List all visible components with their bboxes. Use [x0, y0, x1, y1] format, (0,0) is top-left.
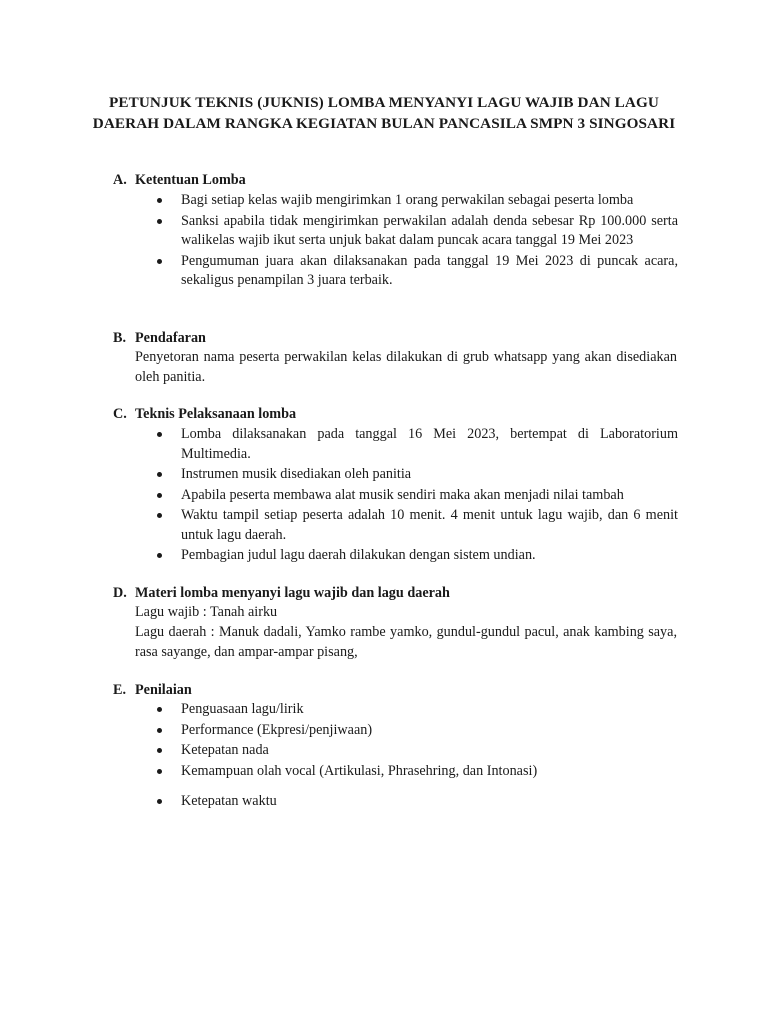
list-item — [0, 546, 768, 566]
section-a-letter: A. — [113, 172, 127, 188]
list-item-text: Bagi setiap kelas wajib mengirimkan 1 orang perwakilan sebagai peserta lomba — [181, 192, 634, 208]
section-a-title: Ketentuan Lomba — [135, 172, 246, 188]
section-d-title: Materi lomba menyanyi lagu wajib dan lagu daerah — [135, 585, 450, 601]
section-b-heading — [113, 329, 206, 349]
list-item-text: Pembagian judul lagu daerah dilakukan dengan sistem undian. — [181, 547, 536, 563]
list-item-text: Apabila peserta membawa alat musik sendiri maka akan menjadi nilai tambah — [181, 486, 624, 503]
bullet-icon — [157, 259, 162, 264]
title-line-2: DAERAH DALAM RANGKA KEGIATAN BULAN PANCASILA SMPN 3 SINGOSARI — [92, 115, 676, 132]
list-item — [0, 762, 768, 782]
list-item — [0, 721, 768, 741]
bullet-icon — [157, 219, 162, 224]
list-item — [0, 212, 768, 251]
bullet-icon — [157, 493, 162, 498]
section-e-list — [0, 700, 768, 812]
bullet-icon — [157, 799, 162, 804]
section-b-title: Pendafaran — [135, 330, 206, 346]
list-item-text: Kemampuan olah vocal (Artikulasi, Phrasehring, dan Intonasi) — [181, 762, 538, 779]
list-item — [0, 425, 768, 464]
list-item — [0, 700, 768, 720]
list-item — [0, 506, 768, 545]
bullet-icon — [157, 432, 162, 437]
section-d-letter: D. — [113, 585, 127, 601]
section-c-letter: C. — [113, 406, 127, 422]
list-item-text: Ketepatan nada — [181, 742, 269, 758]
list-item — [0, 465, 768, 485]
bullet-icon — [157, 513, 162, 518]
bullet-icon — [157, 707, 162, 712]
bullet-icon — [157, 553, 162, 558]
list-item — [0, 741, 768, 761]
list-item-text: Lomba dilaksanakan pada tanggal 16 Mei 2023, bertempat di Laboratorium Multimedia. — [181, 426, 678, 462]
list-item-text: Waktu tampil setiap peserta adalah 10 menit. 4 menit untuk lagu wajib, dan 6 menit untuk lagu daerah. — [181, 507, 678, 543]
section-a-list — [0, 191, 768, 291]
list-item-text: Ketepatan waktu — [181, 793, 277, 809]
bullet-icon — [157, 769, 162, 774]
list-item-text: Performance (Ekpresi/penjiwaan) — [181, 721, 373, 738]
list-item-text: Sanksi apabila tidak mengirimkan perwakilan adalah denda sebesar Rp 100.000 serta walikelas wajib ikut serta unjuk bakat dalam puncak acara tanggal 19 Mei 2023 — [181, 212, 678, 248]
bullet-icon — [157, 748, 162, 753]
section-a-heading — [113, 171, 246, 191]
list-item — [0, 252, 768, 291]
list-item — [0, 191, 768, 211]
section-d-line-1: Lagu wajib : Tanah airku — [135, 604, 278, 620]
list-item-text: Pengumuman juara akan dilaksanakan pada tanggal 19 Mei 2023 di puncak acara, sekaligus penampilan 3 juara terbaik. — [181, 252, 678, 288]
document-title — [60, 92, 708, 134]
section-c-heading — [113, 405, 296, 425]
section-d-line-2: Lagu daerah : Manuk dadali, Yamko rambe yamko, gundul-gundul pacul, anak kambing saya, rasa sayange, dan ampar-ampar pisang, — [135, 624, 677, 660]
bullet-icon — [157, 472, 162, 477]
section-e-title: Penilaian — [135, 682, 192, 698]
section-e-heading — [113, 681, 192, 701]
list-item-text: Penguasaan lagu/lirik — [181, 701, 304, 717]
section-d-heading — [113, 584, 450, 604]
title-line-1: PETUNJUK TEKNIS (JUKNIS) LOMBA MENYANYI LAGU WAJIB DAN LAGU — [109, 94, 659, 111]
section-c-title: Teknis Pelaksanaan lomba — [135, 406, 297, 422]
bullet-icon — [157, 198, 162, 203]
list-item — [0, 792, 768, 812]
section-e-letter: E. — [113, 682, 127, 698]
section-b-letter: B. — [113, 330, 127, 346]
section-c-list — [0, 425, 768, 566]
bullet-icon — [157, 728, 162, 733]
list-item — [0, 486, 768, 506]
section-b-text: Penyetoran nama peserta perwakilan kelas dilakukan di grub whatsapp yang akan disediakan oleh panitia. — [135, 349, 677, 385]
list-item-text: Instrumen musik disediakan oleh panitia — [181, 466, 412, 482]
